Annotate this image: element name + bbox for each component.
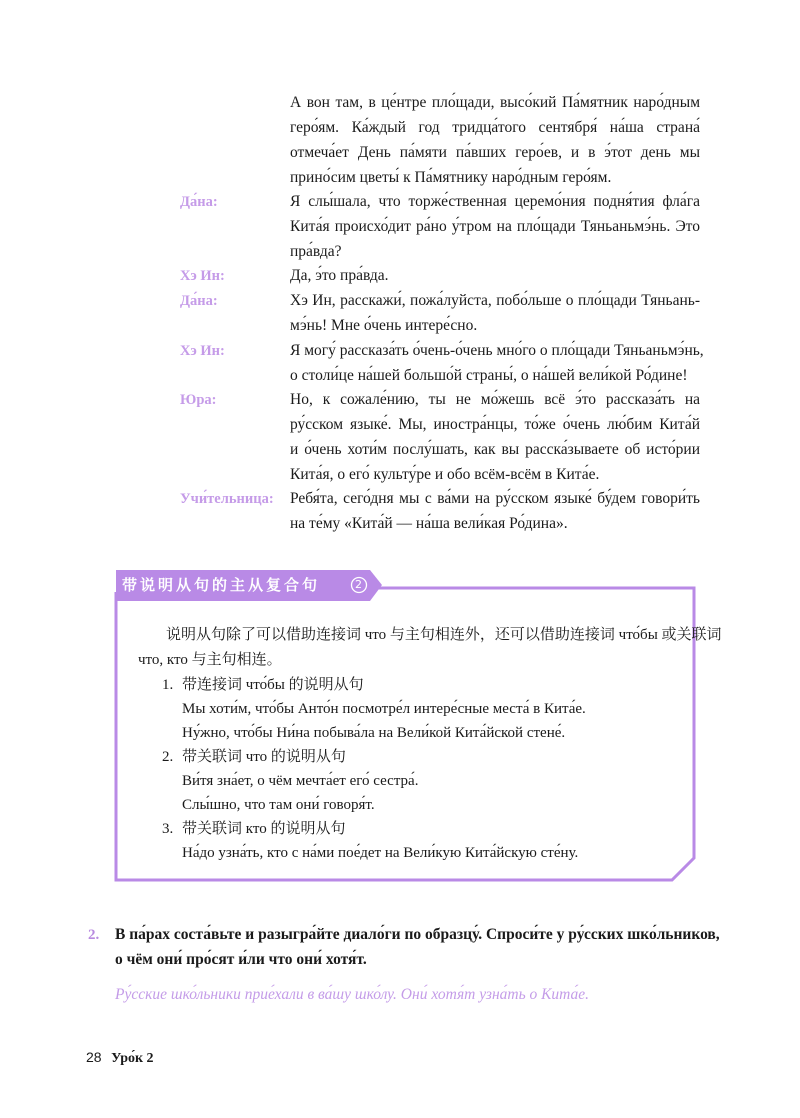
speaker-label: Хэ Ин: <box>180 268 225 284</box>
grammar-example: Ну́жно, что́бы Ни́на побыва́ла на Вели́кой Кита́йской стене́. <box>182 725 566 741</box>
dialogue-line: Ребя́та, сего́дня мы с ва́ми на ру́сском языке́ бу́дем говори́ть <box>290 490 700 507</box>
grammar-example: На́до узна́ть, кто с на́ми пое́дет на Вели́кую Кита́йскую сте́ну. <box>182 845 579 861</box>
page-number: 28 <box>86 1049 102 1065</box>
dialogue-line: пра́вда? <box>290 243 342 260</box>
grammar-example: Ви́тя зна́ет, о чём мечта́ет его́ сестра́. <box>182 773 419 789</box>
speaker-label: Юра: <box>180 392 217 408</box>
dialogue-line: и о́чень хоти́м послу́шать, как вы расска́зываете об исто́рии <box>290 441 700 458</box>
grammar-section-heading: 带关联词 что 的说明从句 <box>182 749 346 765</box>
speaker-label: Хэ Ин: <box>180 343 225 359</box>
page-footer <box>86 1047 154 1069</box>
dialogue-line: геро́ям. Ка́ждый год тридца́того сентября́ на́ша страна́ <box>290 119 700 136</box>
grammar-example: Слы́шно, что там они́ говоря́т. <box>182 797 375 813</box>
grammar-section-heading: 带连接词 что́бы 的说明从句 <box>182 677 364 693</box>
dialogue-line: Да, э́то пра́вда. <box>290 267 389 284</box>
dialogue-line: Я могу́ рассказа́ть о́чень-о́чень мно́го о пло́щади Тяньаньмэ́нь, <box>290 342 704 359</box>
grammar-section-heading: 带关联词 кто 的说明从句 <box>182 821 346 837</box>
lesson-label: Уро́к 2 <box>111 1051 154 1066</box>
dialogue-line: Я слы́шала, что торже́ственная церемо́ния подня́тия фла́га <box>290 193 700 210</box>
dialogue-line: Но, к сожале́нию, ты не мо́жешь всё э́то рассказа́ть на <box>290 391 700 408</box>
exercise-number: 2. <box>88 927 100 943</box>
dialogue-line: Кита́я происхо́дит ра́но у́тром на пло́щади Тяньаньмэ́нь. Это <box>290 218 700 235</box>
speaker-label: Да́на: <box>180 293 218 309</box>
dialogue-line: о столи́це на́шей большо́й страны́, о на́шей вели́кой Ро́дине! <box>290 367 688 384</box>
dialogue-line: А вон там, в це́нтре пло́щади, высо́кий Па́мятник наро́дным <box>290 94 700 111</box>
dialogue-line: ру́сском языке́. Мы, иностра́нцы, то́же о́чень лю́бим Кита́й <box>290 416 700 433</box>
grammar-section-number: 3. <box>162 821 174 837</box>
grammar-section-number: 1. <box>162 677 174 693</box>
grammar-intro: 说明从句除了可以借助连接词 что 与主句相连外，还可以借助连接词 что́бы 或关联词 <box>166 627 722 643</box>
dialogue-line: мэ́нь! Мне о́чень интере́сно. <box>290 317 478 334</box>
dialogue-line: прино́сим цветы́ к Па́мятнику наро́дным геро́ям. <box>290 169 612 186</box>
dialogue-line: отмеча́ет День па́мяти па́вших геро́ев, и в э́тот день мы <box>290 144 700 161</box>
exercise-instruction: В па́рах соста́вьте и разыгра́йте диало́ги по образцу́. Спроси́те у ру́сских шко́льников, <box>115 926 720 943</box>
speaker-label: Учи́тельница: <box>180 491 274 507</box>
dialogue-line: Кита́я, о его́ культу́ре и обо всём-всём в Кита́е. <box>290 466 600 483</box>
grammar-title: 带说明从句的主从复合句 2 <box>122 571 320 599</box>
dialogue-line: на те́му «Кита́й — на́ша вели́кая Ро́дина». <box>290 515 568 532</box>
dialogue-line: Хэ Ин, расскажи́, пожа́луйста, побо́льше о пло́щади Тяньань- <box>290 292 700 309</box>
exercise-instruction: о чём они́ про́сят и́ли что они́ хотя́т. <box>115 951 367 968</box>
exercise-sample: Ру́сские шко́льники прие́хали в ва́шу шко́лу. Они́ хотя́т узна́ть о Кита́е. <box>115 986 590 1003</box>
grammar-title-number: 2 <box>355 578 362 591</box>
speaker-label: Да́на: <box>180 194 218 210</box>
grammar-section-number: 2. <box>162 749 174 765</box>
grammar-example: Мы хоти́м, что́бы Анто́н посмотре́л интере́сные места́ в Кита́е. <box>182 701 586 717</box>
grammar-intro: что, кто 与主句相连。 <box>138 652 282 668</box>
